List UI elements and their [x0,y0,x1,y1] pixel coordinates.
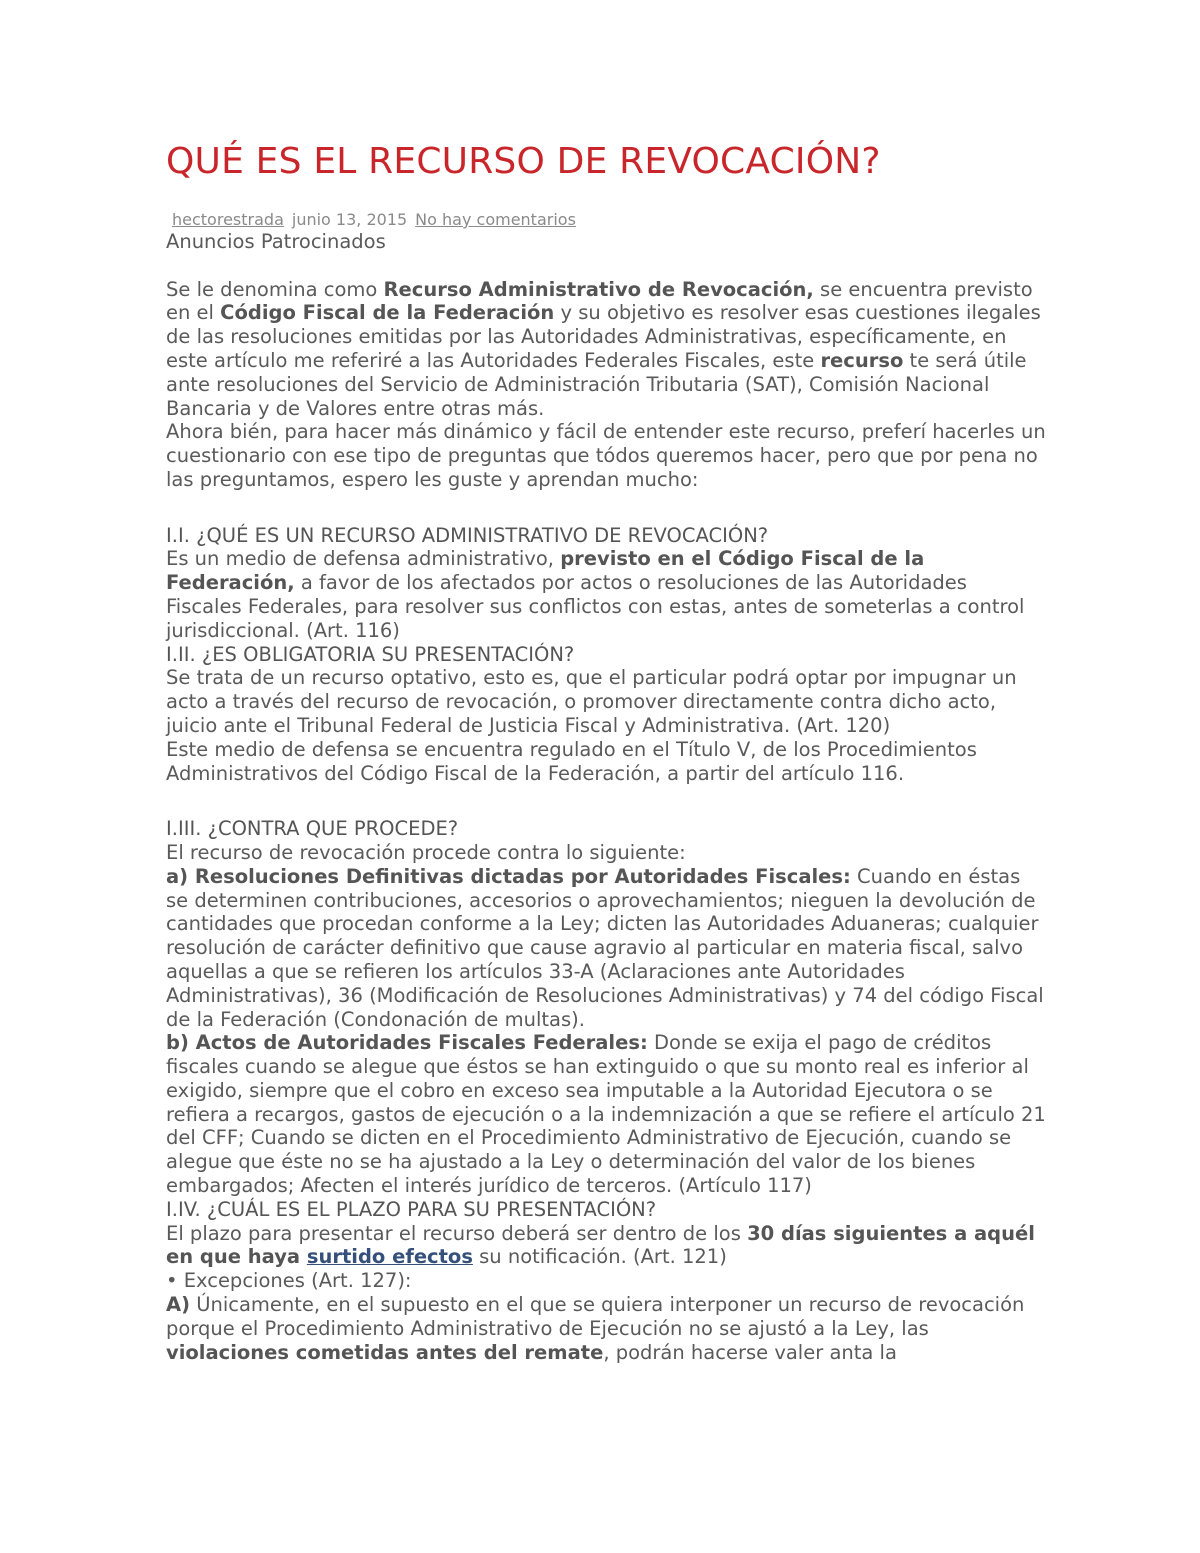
section-3-item-a: a) Resoluciones Definitivas dictadas por Autoridades Fiscales: Cuando en éstas se determinen contribuciones, accesorios o aprovechamientos; nieguen la devolución de cantidades que procedan conforme a la Ley; dicten las Autoridades Aduaneras; cualquier resolución de carácter definitivo que cause agravio al particular en materia fiscal, salvo aquellas a que se refieren los artículos 33-A (Aclaraciones ante Autoridades Administrativas), 36 (Modificación de Resoluciones Administrativas) y 74 del código Fiscal de la Federación (Condonación de multas). [166,864,1044,1031]
section-heading-1: I.I. ¿QUÉ ES UN RECURSO ADMINISTRATIVO DE REVOCACIÓN? [166,523,769,547]
spacer [166,516,1046,524]
spacer [166,785,1046,809]
intro-paragraph-1: Se le denomina como Recurso Administrativo de Revocación, se encuentra previsto en el Código Fiscal de la Federación y su objetivo es resolver esas cuestiones ilegales de las resoluciones emitidas por las Autoridades Administrativas, específicamente, en este artículo me referiré a las Autoridades Federales Fiscales, este recurso te será útile ante resoluciones del Servicio de Administración Tributaria (SAT), Comisión Nacional Bancaria y de Valores entre otras más. [166,277,1041,420]
spacer [166,492,1046,516]
spacer [166,809,1046,817]
section-3-intro: El recurso de revocación procede contra lo siguiente: [166,840,686,864]
article [166,140,1046,1364]
sponsored-label: Anuncios Patrocinados [166,230,386,253]
exception-a: A) Únicamente, en el supuesto en el que se quiera interponer un recurso de revocación porque el Procedimiento Administrativo de Ejecución no se ajustó a la Ley, las violaciones cometidas antes del remate, podrán hacerse valer anta la [166,1293,1025,1364]
section-4-paragraph: El plazo para presentar el recurso deberá ser dentro de los 30 días siguientes a aquél en que haya surtido efectos su notificación. (Art. 121) [166,1221,1035,1269]
exceptions-bullet: • Excepciones (Art. 127): [166,1269,412,1293]
intro-paragraph-2: Ahora bién, para hacer más dinámico y fácil de entender este recurso, preferí hacerles un cuestionario con ese tipo de preguntas que tódos queremos hacer, pero que por pena no las preguntamos, espero les guste y aprendan mucho: [166,420,1046,491]
section-heading-4: I.IV. ¿CUÁL ES EL PLAZO PARA SU PRESENTACIÓN? [166,1197,657,1221]
section-heading-3: I.III. ¿CONTRA QUE PROCEDE? [166,817,459,841]
post-date: junio 13, 2015 [291,210,408,229]
section-2-paragraph-2: Este medio de defensa se encuentra regulado en el Título V, de los Procedimientos Administrativos del Código Fiscal de la Federación, a partir del artículo 116. [166,737,977,785]
page-title: QUÉ ES EL RECURSO DE REVOCACIÓN? [166,141,881,182]
spacer [166,254,1046,278]
section-1-paragraph: Es un medio de defensa administrativo, previsto en el Código Fiscal de la Federación, a favor de los afectados por actos o resoluciones de las Autoridades Fiscales Federales, para resolver sus conflictos con estas, antes de someterlas a control jurisdiccional. (Art. 116) [166,547,1025,642]
section-heading-2: I.II. ¿ES OBLIGATORIA SU PRESENTACIÓN? [166,642,575,666]
section-2-paragraph-1: Se trata de un recurso optativo, esto es, que el particular podrá optar por impugnar un acto a través del recurso de revocación, o promover directamente contra dicho acto, juicio ante el Tribunal Federal de Justicia Fiscal y Administrativa. (Art. 120) [166,666,1017,737]
post-meta [172,210,1046,230]
section-3-item-b: b) Actos de Autoridades Fiscales Federales: Donde se exija el pago de créditos fiscales cuando se alegue que éstos se han extinguido o que su monto real es inferior al exigido, siempre que el cobro en exceso sea imputable a la Autoridad Ejecutora o se refiera a recargos, gastos de ejecución o a la indemnización a que se refiere el artículo 21 del CFF; Cuando se dicten en el Procedimiento Administrativo de Ejecución, cuando se alegue que éste no se ha ajustado a la Ley o determinación del valor de los bienes embargados; Afecten el interés jurídico de terceros. (Artículo 117) [166,1031,1046,1198]
surtido-efectos-link[interactable]: surtido efectos [306,1245,473,1269]
author-link[interactable]: hectorestrada [172,210,284,229]
comments-link[interactable]: No hay comentarios [415,210,576,229]
